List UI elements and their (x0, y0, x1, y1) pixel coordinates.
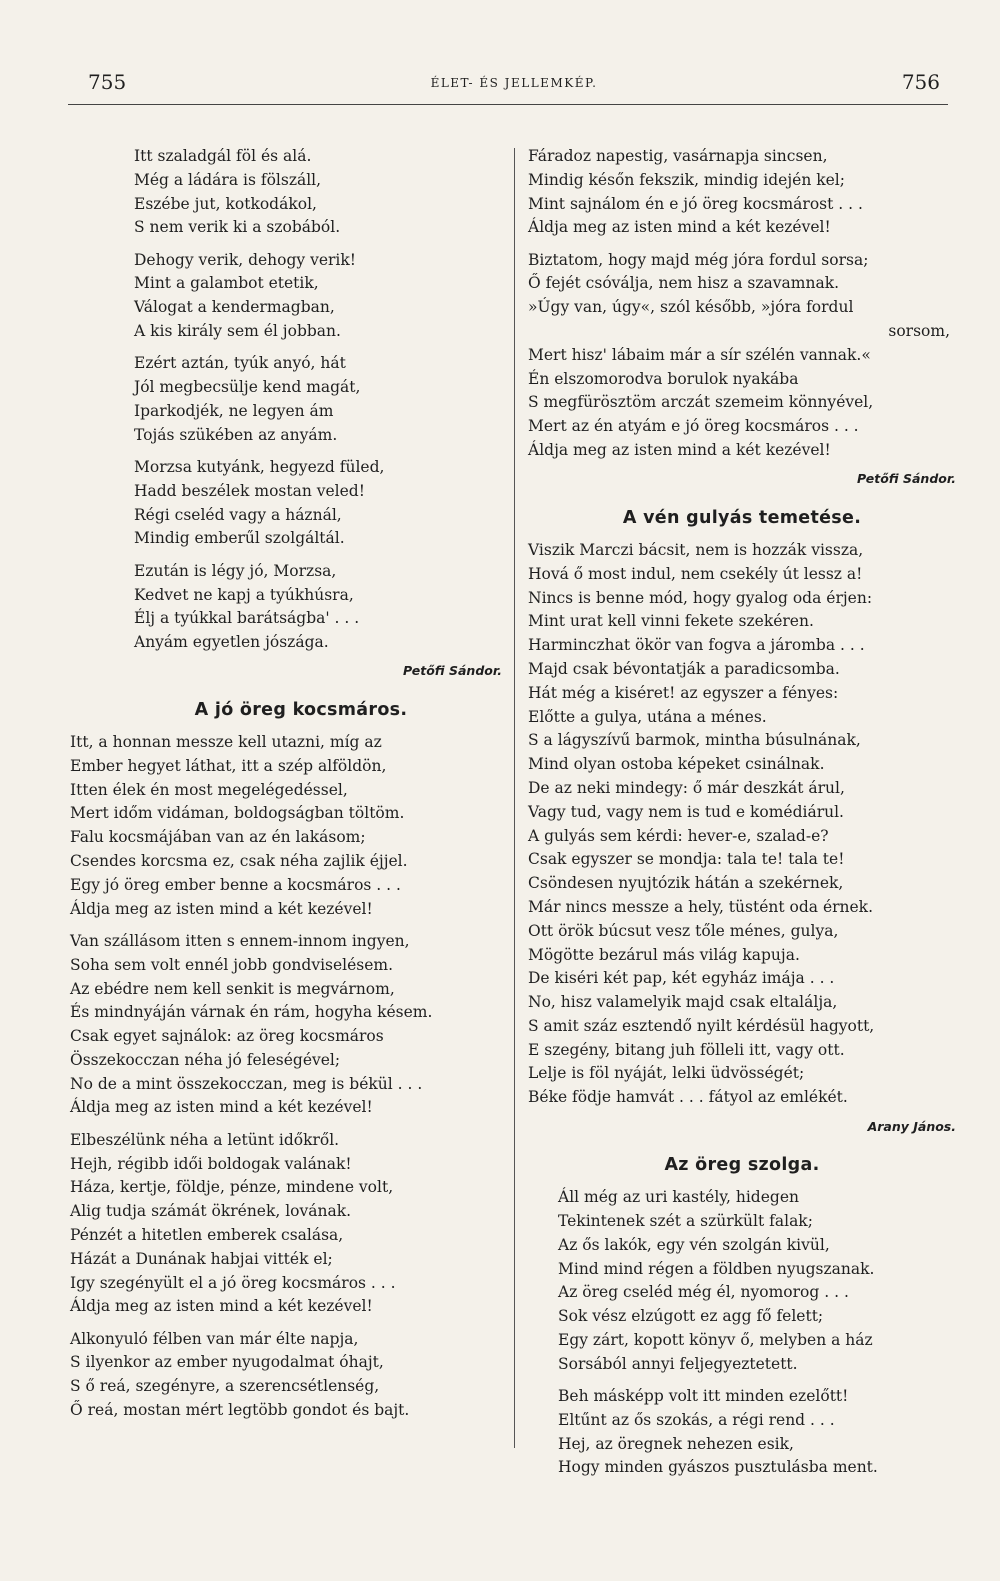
verse-line: Áldja meg az isten mind a két kezével! (528, 441, 831, 460)
verse-line: S ő reá, szegényre, a szerencsétlenség, (70, 1377, 380, 1396)
stanza (528, 1186, 956, 1376)
poem-gulyas (528, 507, 956, 1138)
verse-line: Vagy tud, vagy nem is tud e komédiárul. (528, 802, 844, 821)
verse-line: Csendes korcsma ez, csak néha zajlik éjjel. (70, 852, 408, 871)
verse-line: Hogy minden gyászos pusztulásba ment. (558, 1458, 878, 1477)
stanza (70, 560, 502, 655)
verse-line: Már nincs messze a hely, tüstént oda érnek. (528, 897, 873, 916)
verse-line: No de a mint összekocczan, meg is békül . . . (70, 1074, 423, 1093)
page-number-right: 756 (901, 70, 940, 94)
verse-line: S ilyenkor az ember nyugodalmat óhajt, (70, 1353, 384, 1372)
verse-line: Hejh, régibb idői boldogak valának! (70, 1154, 352, 1173)
verse-line: Csöndesen nyujtózik hátán a szekérnek, (528, 874, 844, 893)
verse-line: Sorsából annyi feljegyeztetett. (558, 1354, 798, 1373)
verse-line: Ő reá, mostan mért legtöbb gondot és bajt. (70, 1401, 410, 1420)
verse-line: Itt szaladgál föl és alá. (134, 147, 312, 165)
verse-line: Élj a tyúkkal barátságba' . . . (134, 609, 360, 628)
verse-line: Itt, a honnan messze kell utazni, míg az (70, 733, 382, 752)
verse-line: Eszébe jut, kotkodákol, (134, 194, 317, 213)
poem-author: Petőfi Sándor. (402, 663, 502, 679)
poem-kocsmaros (70, 699, 502, 1423)
verse-line: Hej, az öregnek nehezen esik, (558, 1434, 794, 1453)
verse-line: Jól megbecsülje kend magát, (134, 378, 361, 397)
verse-line: Mint a galambot etetik, (134, 274, 319, 293)
verse-line: Dehogy verik, dehogy verik! (134, 250, 356, 269)
verse-line: Ezért aztán, tyúk anyó, hát (134, 354, 346, 373)
verse-line: A gulyás sem kérdi: hever-e, szalad-e? (528, 826, 829, 845)
running-title: ÉLET- ÉS JELLEMKÉP. (430, 76, 598, 90)
verse-line: Elbeszélünk néha a letünt időkről. (70, 1130, 340, 1149)
verse-line: S megfürösztöm arczát szemeim könnyével, (528, 393, 874, 412)
verse-line: Tekintenek szét a szürkült falak; (558, 1211, 813, 1230)
verse-line: Áldja meg az isten mind a két kezével! (528, 218, 831, 237)
poem-tyuk (70, 145, 502, 683)
header-rule (68, 104, 948, 105)
stanza (70, 731, 502, 921)
verse-line: Csak egyet sajnálok: az öreg kocsmáros (70, 1027, 384, 1046)
right-column (528, 145, 956, 1496)
verse-line: Mint urat kell vinni fekete szekéren. (528, 612, 814, 631)
verse-line: Tojás szükében az anyám. (134, 425, 338, 444)
verse-line: S nem verik ki a szobából. (134, 218, 341, 237)
verse-line: Az ebédre nem kell senkit is megvárnom, (70, 979, 395, 998)
verse-line: Egy zárt, kopott könyv ő, melyben a ház (558, 1330, 873, 1349)
verse-line: Háza, kertje, földje, pénze, mindene volt, (70, 1178, 394, 1197)
verse-line: Sok vész elzúgott ez agg fő felett; (558, 1307, 824, 1326)
verse-line: Pénzét a hitetlen emberek csalása, (70, 1225, 344, 1244)
verse-line: Áll még az uri kastély, hidegen (558, 1188, 799, 1207)
verse-line: Az öreg cseléd még él, nyomorog . . . (558, 1283, 849, 1302)
poem-kocsmaros-continued (528, 145, 956, 491)
verse-line: De kiséri két pap, két egyház imája . . . (528, 969, 835, 988)
verse-line: Biztatom, hogy majd még jóra fordul sorsa; (528, 250, 869, 269)
page-number-left: 755 (88, 70, 127, 94)
poem-author: Petőfi Sándor. (856, 471, 956, 487)
verse-line: Áldja meg az isten mind a két kezével! (70, 899, 373, 918)
verse-line: Iparkodjék, ne legyen ám (134, 401, 334, 420)
verse-line: Mert hisz' lábaim már a sír szélén vannak.« (528, 345, 871, 364)
verse-line: A kis király sem él jobban. (134, 322, 341, 341)
verse-line: Válogat a kendermagban, (134, 298, 335, 317)
stanza (528, 1385, 956, 1480)
verse-line: Régi cseléd vagy a háznál, (134, 505, 342, 524)
verse-line: Én elszomorodva borulok nyakába (528, 369, 799, 388)
verse-line: Fáradoz napestig, vasárnapja sincsen, (528, 147, 828, 165)
verse-line: Mindig emberűl szolgáltál. (134, 529, 345, 548)
verse-line: Egy jó öreg ember benne a kocsmáros . . . (70, 875, 401, 894)
verse-line: No, hisz valamelyik majd csak eltalálja, (528, 993, 838, 1012)
stanza (70, 352, 502, 447)
stanza (528, 145, 956, 240)
verse-line: Mind olyan ostoba képeket csinálnak. (528, 755, 825, 774)
verse-line: Itten élek én most megelégedéssel, (70, 780, 348, 799)
verse-line: Áldja meg az isten mind a két kezével! (70, 1297, 373, 1316)
verse-line: Ezután is légy jó, Morzsa, (134, 561, 337, 580)
verse-line: Harminczhat ökör van fogva a járomba . . . (528, 636, 865, 655)
verse-line: Mögötte bezárul más világ kapuja. (528, 945, 800, 964)
verse-line: Falu kocsmájában van az én lakásom; (70, 828, 366, 847)
verse-line: Van szállásom itten s ennem-innom ingyen, (70, 931, 410, 950)
verse-line: Mind mind régen a földben nyugszanak. (558, 1259, 875, 1278)
stanza (70, 456, 502, 551)
verse-line: Összekocczan néha jó feleségével; (70, 1050, 341, 1069)
verse-line: Még a ládára is fölszáll, (134, 170, 322, 189)
verse-line: És mindnyáján várnak én rám, hogyha késem. (70, 1003, 433, 1022)
stanza (528, 539, 956, 1110)
verse-line: Hát még a kiséret! az egyszer a fényes: (528, 683, 839, 702)
poem-author: Arany János. (867, 1118, 956, 1134)
page-header (88, 70, 940, 104)
poem-oreg-szolga (528, 1154, 956, 1480)
verse-line: S amit száz esztendő nyilt kérdésül hagyott, (528, 1016, 875, 1035)
verse-line: Igy szegényült el a jó öreg kocsmáros . . . (70, 1273, 396, 1292)
verse-line: Házát a Dunának habjai vitték el; (70, 1249, 333, 1268)
verse-line: Az ős lakók, egy vén szolgán kivül, (558, 1235, 830, 1254)
verse-line-continuation: sorsom, (888, 322, 950, 341)
verse-line: Eltűnt az ős szokás, a régi rend . . . (558, 1410, 835, 1429)
verse-line: Mert az én atyám e jó öreg kocsmáros . . . (528, 417, 859, 436)
stanza (70, 930, 502, 1120)
verse-line: Lelje is föl nyáját, lelki üdvösségét; (528, 1064, 805, 1083)
verse-line: Ő fejét csóválja, nem hisz a szavamnak. (528, 274, 840, 293)
verse-line: Beh másképp volt itt minden ezelőtt! (558, 1387, 849, 1406)
stanza (70, 145, 502, 240)
verse-line: E szegény, bitang juh fölleli itt, vagy ott. (528, 1040, 845, 1059)
verse-line: S a lágyszívű barmok, mintha búsulnának, (528, 731, 861, 750)
stanza (528, 249, 956, 463)
verse-line: Mint sajnálom én e jó öreg kocsmárost . . . (528, 194, 863, 213)
verse-line: Majd csak bévontatják a paradicsomba. (528, 659, 840, 678)
verse-line: Béke födje hamvát . . . fátyol az emlékét. (528, 1088, 848, 1107)
verse-line: Kedvet ne kapj a tyúkhúsra, (134, 585, 354, 604)
left-column (70, 145, 502, 1439)
stanza (70, 1328, 502, 1423)
stanza (70, 1129, 502, 1319)
verse-line: Áldja meg az isten mind a két kezével! (70, 1098, 373, 1117)
verse-line: Mindig későn fekszik, mindig idején kel; (528, 170, 845, 189)
verse-line: Viszik Marczi bácsit, nem is hozzák vissza, (528, 540, 864, 559)
verse-line: Nincs is benne mód, hogy gyalog oda érjen: (528, 588, 873, 607)
verse-line: »Úgy van, úgy«, szól később, »jóra fordul (528, 298, 854, 317)
verse-line: Előtte a gulya, utána a ménes. (528, 707, 767, 726)
verse-line: Ember hegyet láthat, itt a szép alföldön, (70, 756, 387, 775)
verse-line: Csak egyszer se mondja: tala te! tala te! (528, 850, 845, 869)
verse-line: Hadd beszélek mostan veled! (134, 481, 365, 500)
verse-line: Alig tudja számát ökrének, lovának. (70, 1202, 352, 1221)
poem-title: Az öreg szolga. (664, 1155, 820, 1176)
verse-line: Ott örök búcsut vesz tőle ménes, gulya, (528, 921, 839, 940)
verse-line: Alkonyuló félben van már élte napja, (70, 1329, 359, 1348)
column-divider (514, 148, 515, 1448)
verse-line: Mert időm vidáman, boldogságban töltöm. (70, 804, 405, 823)
verse-line: Anyám egyetlen jószága. (134, 633, 329, 652)
verse-line: Soha sem volt ennél jobb gondviselésem. (70, 955, 394, 974)
verse-line: Morzsa kutyánk, hegyezd füled, (134, 458, 385, 477)
poem-title: A jó öreg kocsmáros. (194, 700, 408, 721)
verse-line: Hová ő most indul, nem csekély út lessz a! (528, 564, 863, 583)
verse-line: De az neki mindegy: ő már deszkát árul, (528, 778, 845, 797)
poem-title: A vén gulyás temetése. (622, 508, 862, 529)
stanza (70, 249, 502, 344)
